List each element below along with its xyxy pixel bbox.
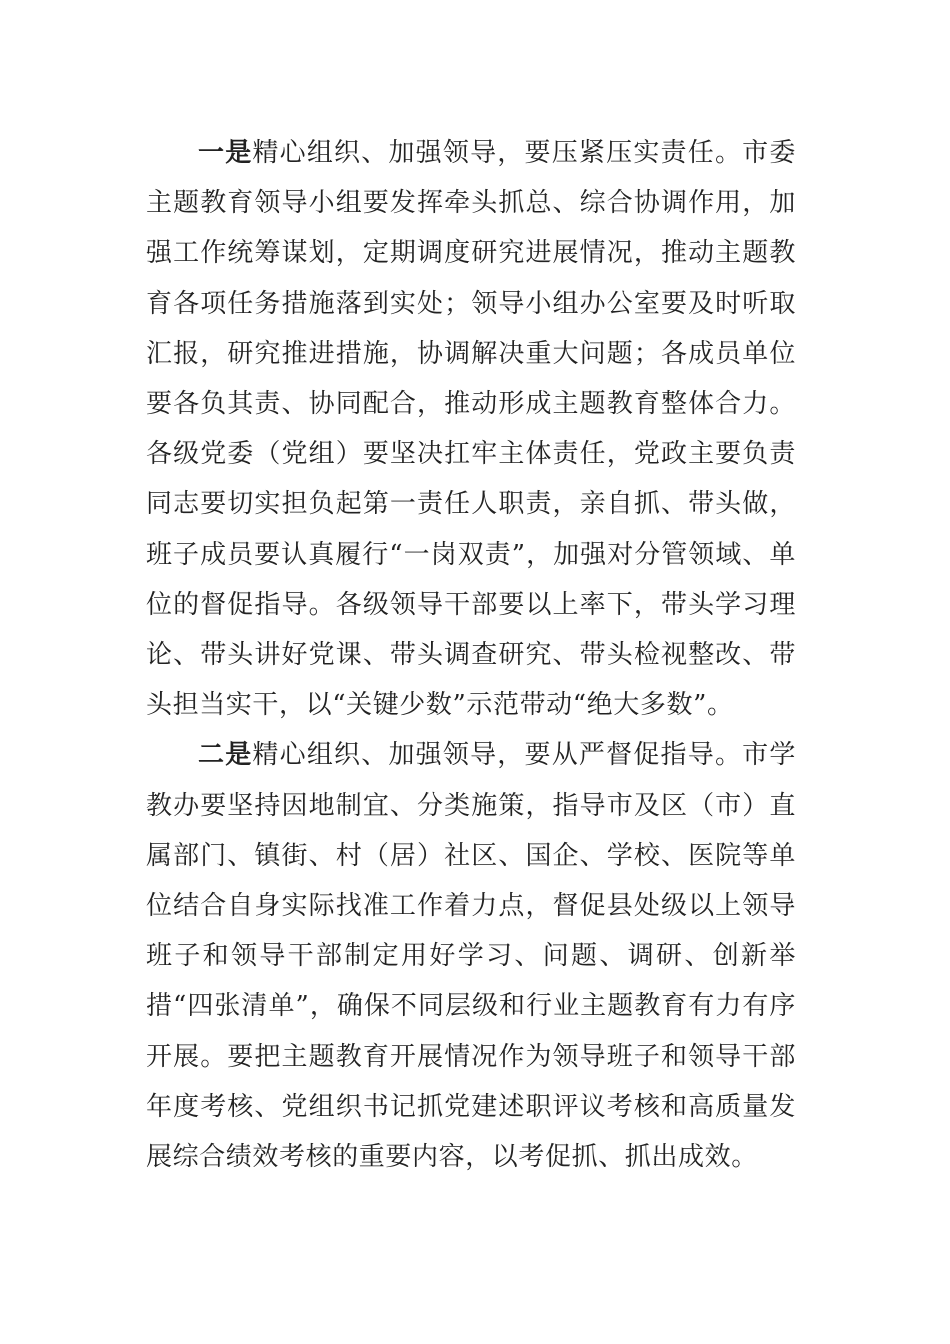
document-body bbox=[146, 128, 796, 1182]
paragraph-1-lead: 一是 bbox=[198, 138, 253, 168]
paragraph-2 bbox=[146, 730, 796, 1182]
paragraph-1-text: 精心组织、加强领导，要压紧压实责任。市委主题教育领导小组要发挥牵头抓总、综合协调作用，加强工作统筹谋划，定期调度研究进展情况，推动主题教育各项任务措施落到实处；领导小组办公室要及时听取汇报，研究推进措施，协调解决重大问题；各成员单位要各负其责、协同配合，推动形成主题教育整体合力。各级党委（党组）要坚决扛牢主体责任，党政主要负责同志要切实担负起第一责任人职责，亲自抓、带头做，班子成员要认真履行“一岗双责”，加强对分管领域、单位的督促指导。各级领导干部要以上率下，带头学习理论、带头讲好党课、带头调查研究、带头检视整改、带头担当实干，以“关键少数”示范带动“绝大多数”。 bbox=[146, 138, 796, 721]
paragraph-2-lead: 二是 bbox=[198, 740, 253, 771]
paragraph-1 bbox=[146, 128, 796, 730]
paragraph-2-text: 精心组织、加强领导，要从严督促指导。市学教办要坚持因地制宜、分类施策，指导市及区（市）直属部门、镇街、村（居）社区、国企、学校、医院等单位结合自身实际找准工作着力点，督促县处级以上领导班子和领导干部制定用好学习、问题、调研、创新举措“四张清单”，确保不同层级和行业主题教育有力有序开展。要把主题教育开展情况作为领导班子和领导干部年度考核、党组织书记抓党建述职评议考核和高质量发展综合绩效考核的重要内容，以考促抓、抓出成效。 bbox=[146, 740, 796, 1173]
